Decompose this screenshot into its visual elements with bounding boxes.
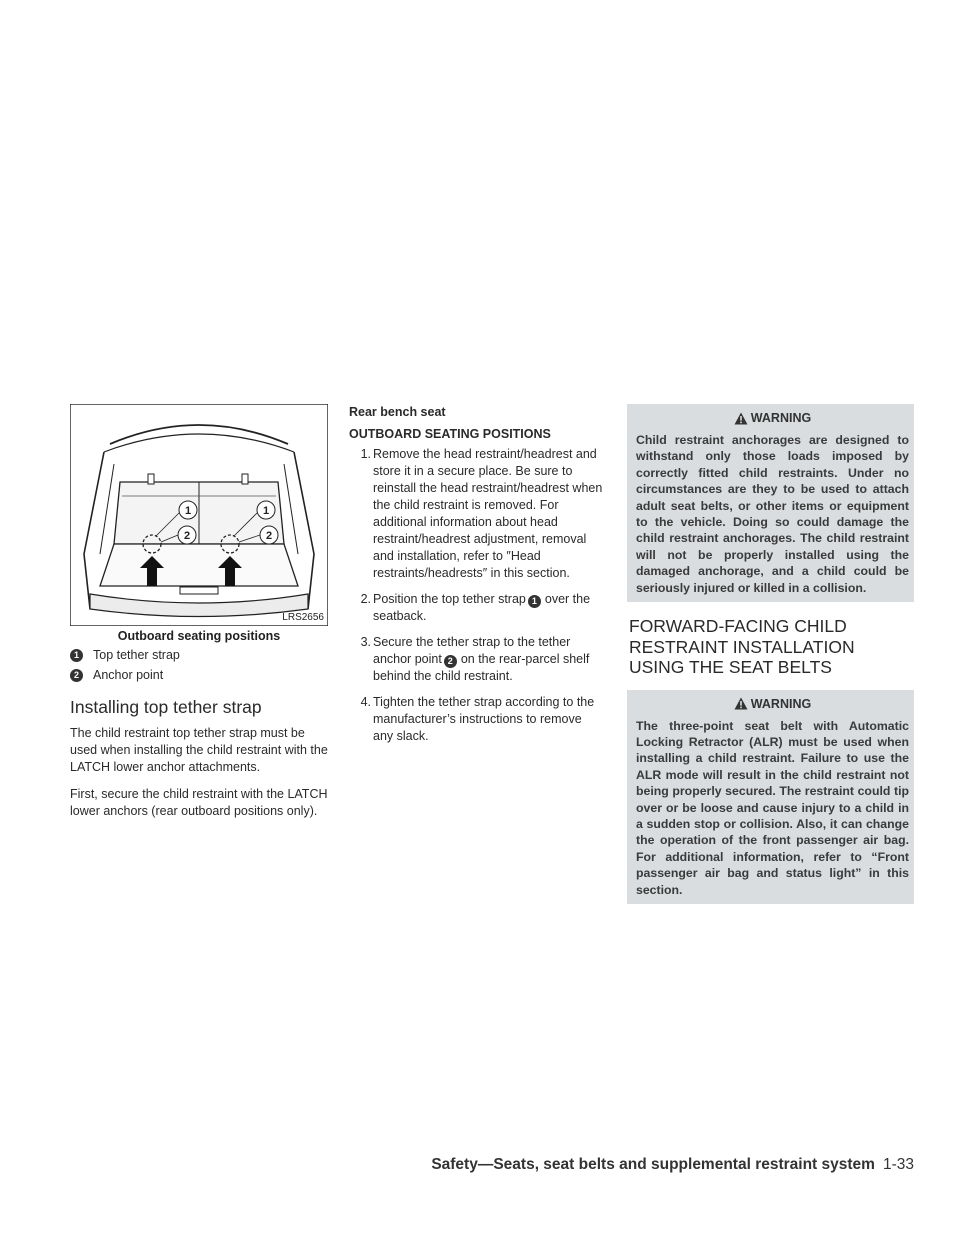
- page-number: 1-33: [882, 1156, 914, 1173]
- warning-text: The three-point seat belt with Automatic Locking Retractor (ALR) must be used when installing a child restraint. Failure to use the ALR mode will result in the child restraint not being properly secured. The restraint could tip over or be loose and cause injury to a child in a sudden stop or collision. Also, it can change the operation of the front passenger air bag. For additional information, refer to “Front passenger air bag and status light” in this section.: [636, 718, 909, 897]
- figure-caption: Outboard seating positions: [117, 629, 281, 643]
- section-heading: FORWARD-FACING CHILD RESTRAINT INSTALLATION USING THE SEAT BELTS: [629, 616, 855, 678]
- warning-label: WARNING: [750, 411, 812, 425]
- step-number: 3.: [360, 635, 371, 649]
- callout-2-right: 2: [265, 530, 273, 542]
- warning-triangle-icon: [734, 697, 748, 710]
- step-text: over the seatback.: [373, 592, 591, 623]
- subheading-caps: OUTBOARD SEATING POSITIONS: [349, 427, 551, 441]
- warning-box: [627, 404, 914, 602]
- step-text: Position the top tether strap: [373, 592, 526, 606]
- marker-2-icon: 2: [444, 655, 457, 668]
- step-text: Secure the tether strap to the tether anchor point: [373, 635, 571, 666]
- subheading: Rear bench seat: [349, 405, 446, 419]
- list-item: [349, 446, 605, 582]
- step-text: on the rear-parcel shelf behind the child restraint.: [373, 652, 590, 683]
- middle-column: [349, 404, 605, 754]
- marker-2-icon: 2: [70, 669, 83, 682]
- right-column: [627, 404, 914, 904]
- cargo-area-illustration: [70, 404, 328, 626]
- legend-item: [70, 647, 328, 663]
- callout-1-left: 1: [184, 505, 192, 517]
- warning-label: WARNING: [750, 696, 812, 711]
- warning-text: Child restraint anchorages are designed to withstand only those loads imposed by correctly fitted child restraints. Under no circumstances are they to be used to attach adult seat belts, or other items or equipment to the vehicle. Doing so could damage the child restraint anchorages. The child restraint will not be properly installed using the damaged anchorage, and a child could be seriously injured or killed in a collision.: [636, 433, 909, 595]
- marker-1-icon: 1: [528, 595, 541, 608]
- legend-item: [70, 667, 328, 683]
- legend-label: Anchor point: [93, 668, 164, 682]
- callout-1-right: 1: [262, 505, 270, 517]
- list-item: [349, 634, 605, 685]
- warning-header: [636, 694, 909, 718]
- warning-triangle-icon: [734, 412, 748, 425]
- list-item: [349, 591, 605, 625]
- warning-box: [627, 690, 914, 904]
- list-item: [349, 694, 605, 745]
- left-column: [70, 404, 328, 830]
- paragraph: First, secure the child restraint with the LATCH lower anchors (rear outboard positions only).: [70, 787, 328, 818]
- footer-title: Safety—Seats, seat belts and supplemental restraint system: [431, 1156, 875, 1173]
- section-heading: Installing top tether strap: [70, 697, 262, 717]
- marker-1-icon: 1: [70, 649, 83, 662]
- figure-code: LRS2656: [282, 612, 324, 623]
- step-number: 2.: [360, 592, 371, 606]
- steps-list: [349, 446, 605, 745]
- step-text: Remove the head restraint/headrest and store it in a secure place. Be sure to reinstall the head restraint/headrest when the child restraint is removed. For additional information about head restraint/headrest adjustment, removal and installation, refer to ″Head restraints/headrests″ in this section.: [373, 447, 603, 580]
- warning-header: [636, 408, 909, 432]
- legend-label: Top tether strap: [93, 648, 180, 662]
- step-number: 1.: [360, 447, 371, 461]
- step-number: 4.: [360, 695, 371, 709]
- paragraph: The child restraint top tether strap must be used when installing the child restraint with the LATCH lower anchor attachments.: [70, 726, 328, 774]
- page-footer: [431, 1156, 914, 1174]
- cargo-area-drawing: [70, 404, 328, 626]
- callout-2-left: 2: [183, 530, 191, 542]
- step-text: Tighten the tether strap according to the manufacturer’s instructions to remove any slack.: [373, 695, 595, 743]
